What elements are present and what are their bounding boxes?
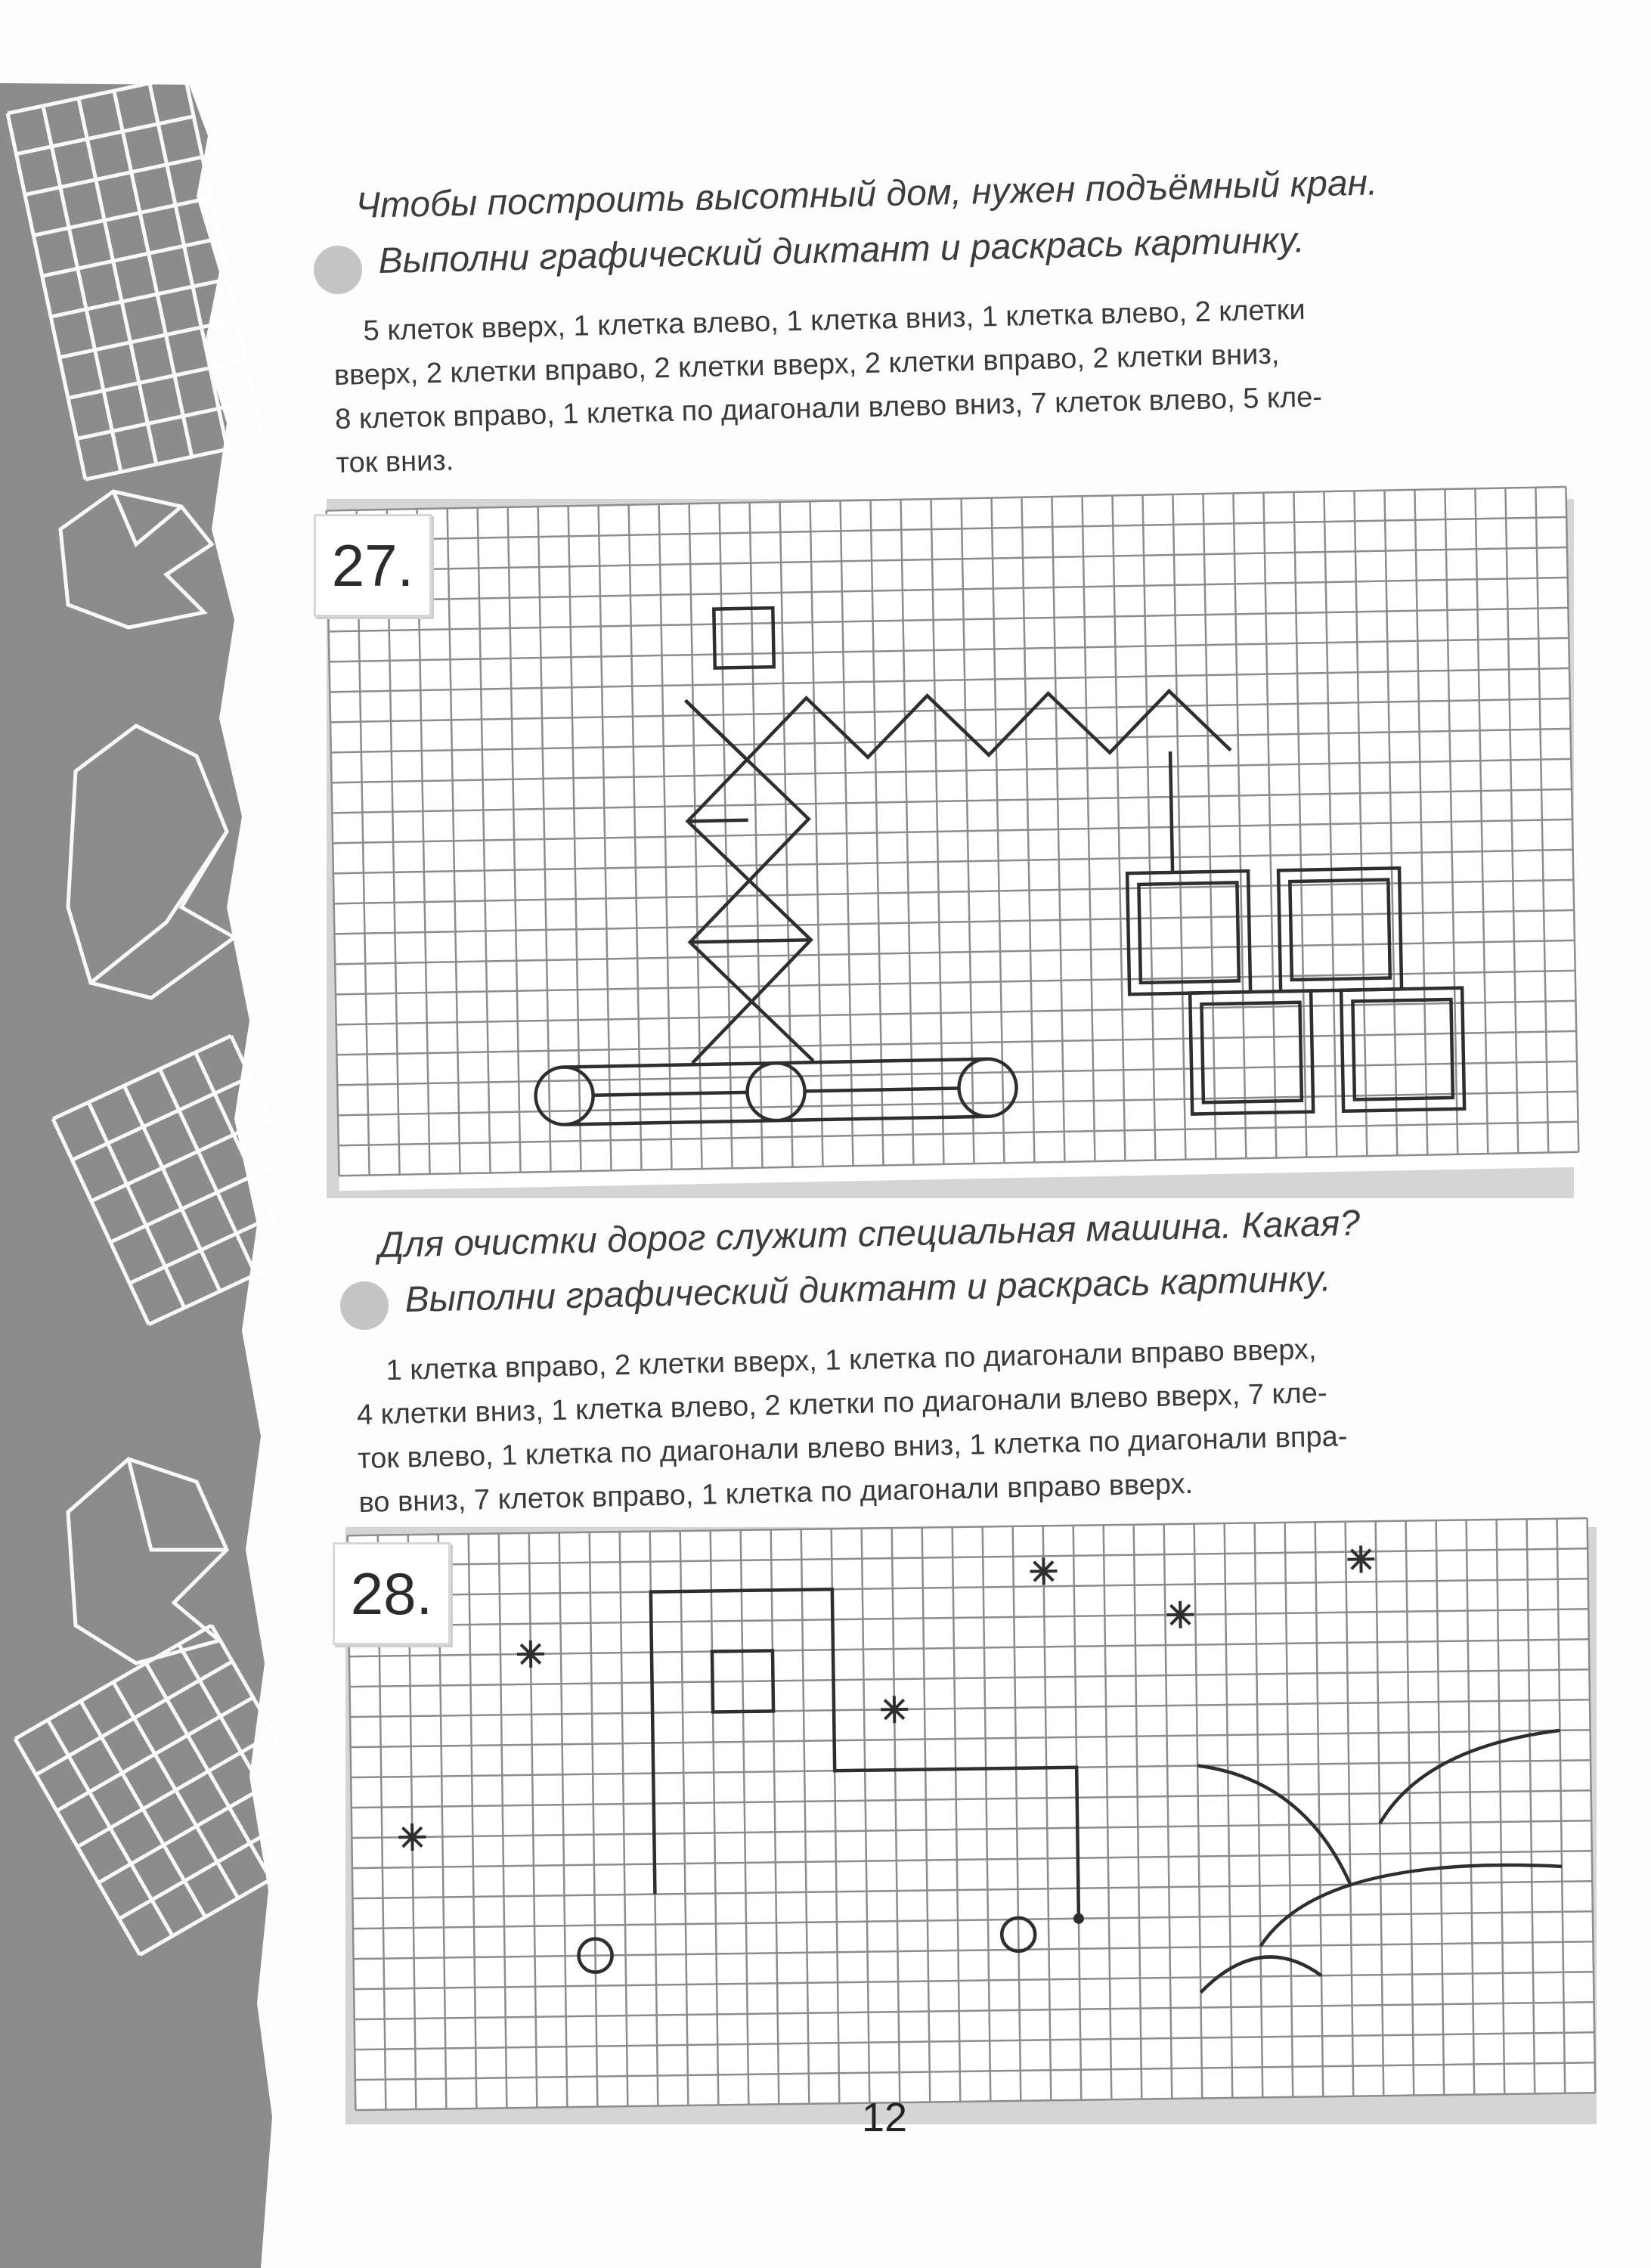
dictation-line: ток влево, 1 клетка по диагонали влево вниз, 1 клетка по диагонали впра- [357, 1421, 1348, 1475]
exercise-27-dictation [333, 282, 1569, 485]
dictation-line: во вниз, 7 клеток вправо, 1 клетка по диагонали вправо вверх. [358, 1467, 1194, 1519]
grid-28 [336, 1512, 1606, 2132]
bullet-icon [314, 246, 362, 294]
exercise-28-number: 28. [333, 1542, 451, 1645]
dictation-line: 8 клеток вправо, 1 клетка по диагонали влево вниз, 7 клеток влево, 5 кле- [334, 381, 1323, 435]
exercise-28-dictation [355, 1321, 1591, 1525]
grid-27 [318, 484, 1588, 1210]
exercise-27-intro: Чтобы построить высотный дом, нужен подъёмный кран. [355, 163, 1378, 226]
dictation-line: ток вниз. [336, 445, 454, 479]
page-number: 12 [862, 2095, 908, 2140]
decorative-sidebar [0, 0, 280, 2268]
dictation-line: 4 клетки вниз, 1 клетка влево, 2 клетки по диагонали влево вверх, 7 кле- [356, 1377, 1327, 1431]
bullet-icon [340, 1281, 389, 1330]
dictation-line: вверх, 2 клетки вправо, 2 клетки вверх, 2 клетки вправо, 2 клетки вниз, [333, 338, 1280, 392]
exercise-27-number: 27. [314, 514, 432, 617]
dictation-line: 5 клеток вверх, 1 клетка влево, 1 клетка вниз, 1 клетка влево, 2 клетки [363, 293, 1306, 348]
exercise-28-instruction: Выполни графический диктант и раскрась картинку. [404, 1259, 1332, 1320]
exercise-27-instruction: Выполни графический диктант и раскрась картинку. [378, 220, 1306, 281]
dictation-line: 1 клетка вправо, 2 клетки вверх, 1 клетка по диагонали вправо вверх, [386, 1334, 1317, 1387]
exercise-28-intro: Для очистки дорог служит специальная машина. Какая? [378, 1203, 1361, 1266]
